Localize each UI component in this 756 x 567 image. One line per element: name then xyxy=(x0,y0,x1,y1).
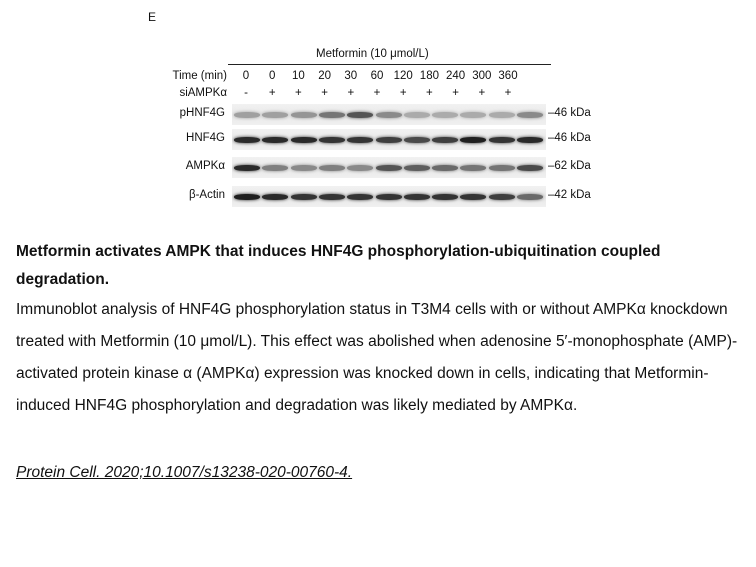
blot-band xyxy=(376,112,402,118)
sirna-lane-label: + xyxy=(452,87,459,99)
blot-band xyxy=(432,165,458,171)
blot-band xyxy=(376,194,402,200)
blot-band xyxy=(489,137,515,143)
sirna-lane-label: + xyxy=(478,87,486,99)
blot-band xyxy=(291,194,317,200)
blot-band xyxy=(291,137,317,143)
blot-band xyxy=(376,137,402,143)
blot-band xyxy=(262,194,288,200)
molecular-weight-marker: –46 kDa xyxy=(548,132,591,144)
treatment-bracket-line xyxy=(228,64,551,65)
blot-band xyxy=(319,112,345,118)
blot-strip xyxy=(232,129,546,150)
molecular-weight-marker: –42 kDa xyxy=(548,189,591,201)
blot-band xyxy=(517,194,543,200)
blot-band xyxy=(376,165,402,171)
time-lane-label: 0 xyxy=(242,70,250,82)
blot-strip xyxy=(232,104,546,125)
molecular-weight-marker: –46 kDa xyxy=(548,107,591,119)
blot-band xyxy=(234,165,260,171)
blot-band xyxy=(262,165,288,171)
panel-letter: E xyxy=(148,10,157,24)
blot-band xyxy=(291,112,317,118)
sirna-lane-label: + xyxy=(268,87,276,99)
blot-label: HNF4G xyxy=(186,132,225,144)
sirna-row-label: siAMPKα xyxy=(179,87,227,99)
sirna-lane-label: + xyxy=(321,87,328,99)
time-lane-label: 180 xyxy=(419,70,439,82)
blot-band xyxy=(347,165,373,171)
caption-body: Immunoblot analysis of HNF4G phosphorylation status in T3M4 cells with or without AMPKα knockdown treated with Metformin (10 μmol/L). This effect was abolished when adenosine 5′-monophosphate (AMP)-activated protein kinase α (AMPKα) expression was knocked down in cells, indicating that Metformin-induced HNF4G phosphorylation and degradation was likely mediated by AMPKα. xyxy=(16,301,738,414)
blot-strip xyxy=(232,186,546,207)
treatment-label: Metformin (10 μmol/L) xyxy=(316,48,429,60)
time-lane-label: 120 xyxy=(393,70,413,82)
sirna-lane-label: + xyxy=(373,87,381,99)
blot-band xyxy=(404,112,430,118)
time-lane-label: 30 xyxy=(344,70,358,82)
time-lane-label: 10 xyxy=(291,70,305,82)
blot-band xyxy=(489,165,515,171)
blot-band xyxy=(347,112,373,118)
blot-band xyxy=(347,137,373,143)
blot-band xyxy=(489,112,515,118)
time-lane-label: 60 xyxy=(370,70,384,82)
sirna-lane-label: + xyxy=(426,87,433,99)
blot-band xyxy=(517,137,543,143)
blot-band xyxy=(404,194,430,200)
blot-band xyxy=(517,112,543,118)
figure-caption xyxy=(16,238,756,422)
blot-label: AMPKα xyxy=(185,160,225,172)
blot-band xyxy=(460,194,486,200)
blot-band xyxy=(432,137,458,143)
blot-band xyxy=(319,165,345,171)
blot-band xyxy=(234,137,260,143)
blot-band xyxy=(234,112,260,118)
blot-strip xyxy=(232,157,546,178)
blot-band xyxy=(262,137,288,143)
blot-band xyxy=(404,137,430,143)
time-row-label: Time (min) xyxy=(172,70,227,82)
time-lane-label: 0 xyxy=(268,70,276,82)
blot-band xyxy=(234,194,260,200)
blot-band xyxy=(404,165,430,171)
time-lane-label: 20 xyxy=(318,70,331,82)
blot-band xyxy=(460,112,486,118)
molecular-weight-marker: –62 kDa xyxy=(548,160,591,172)
blot-band xyxy=(460,165,486,171)
citation-link[interactable]: Protein Cell. 2020;10.1007/s13238-020-00760-4. xyxy=(16,464,353,481)
time-lane-label: 240 xyxy=(446,70,466,82)
blot-band xyxy=(262,112,288,118)
blot-band xyxy=(319,194,345,200)
blot-band xyxy=(432,194,458,200)
sirna-lane-label: + xyxy=(295,87,302,99)
sirna-lane-label: + xyxy=(504,87,512,99)
blot-label: pHNF4G xyxy=(179,107,225,119)
time-lane-label: 360 xyxy=(498,70,518,82)
time-lane-label: 300 xyxy=(472,70,492,82)
blot-band xyxy=(319,137,345,143)
blot-band xyxy=(291,165,317,171)
western-blot-figure xyxy=(0,0,756,230)
caption-title: Metformin activates AMPK that induces HNF4G phosphorylation-ubiquitination coupled degradation. xyxy=(16,243,661,288)
blot-band xyxy=(460,137,486,143)
blot-band xyxy=(347,194,373,200)
blot-band xyxy=(517,165,543,171)
blot-band xyxy=(432,112,458,118)
blot-band xyxy=(489,194,515,200)
sirna-lane-label: + xyxy=(399,87,407,99)
sirna-lane-label: - xyxy=(244,87,248,99)
sirna-lane-label: + xyxy=(347,87,355,99)
blot-label: β-Actin xyxy=(188,189,225,201)
